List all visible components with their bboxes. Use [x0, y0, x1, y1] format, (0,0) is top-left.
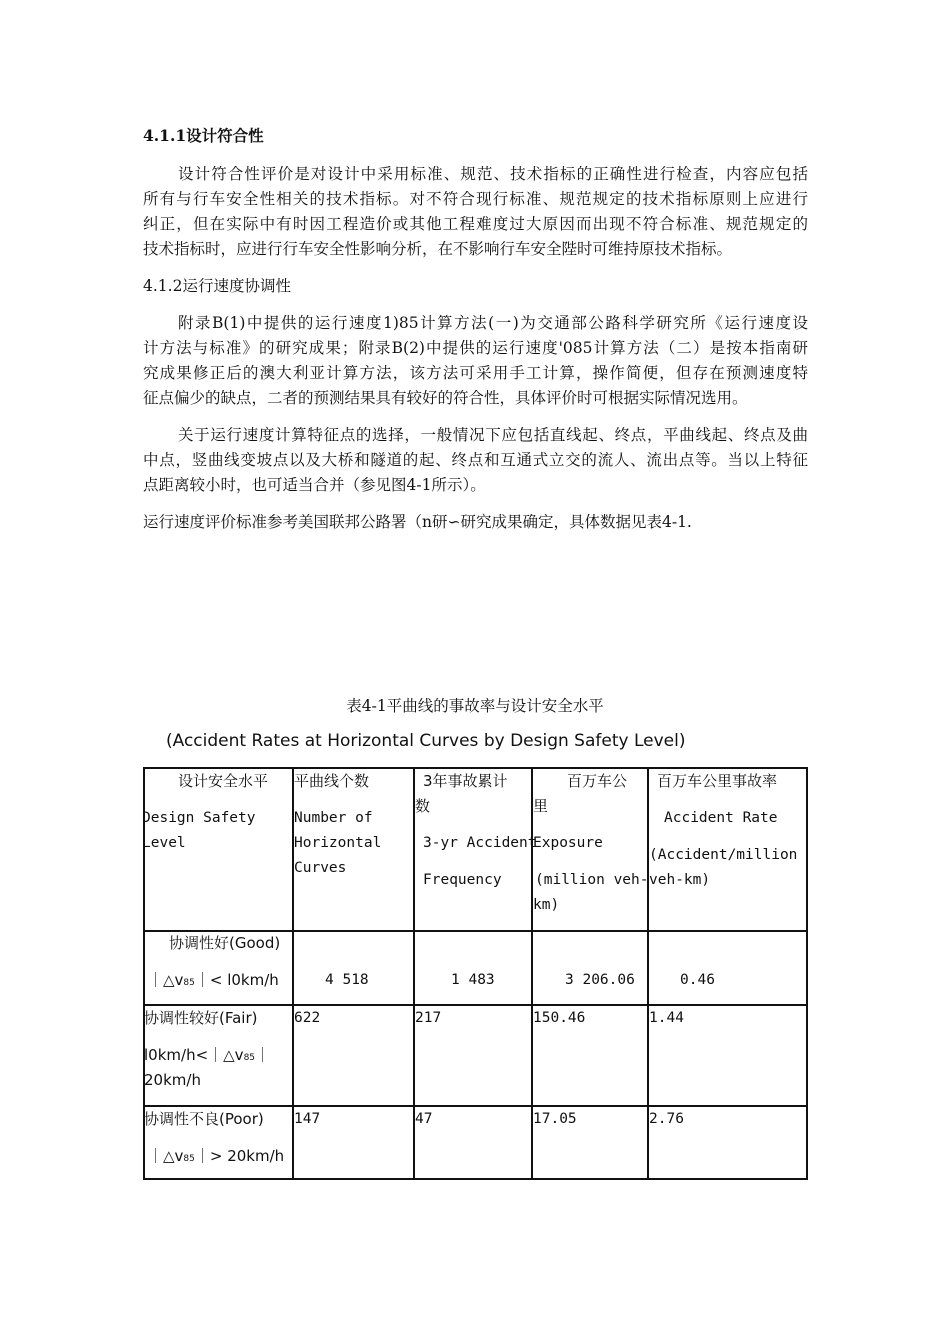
header-cell: (million veh- — [535, 872, 649, 888]
paragraph-line: 关于运行速度计算特征点的选择，一般情况下应包括直线起、终点，平曲线起、终点及曲 — [178, 426, 808, 444]
exposure-cell: 150.46 — [533, 1010, 586, 1026]
section-heading: 4.1.2运行速度协调性 — [143, 277, 291, 295]
paragraph-line: 纠正，但在实际中有时因工程造价或其他工程难度过大原因而出现不符合标准、规范规定的 — [143, 215, 808, 233]
condition-cell-cont: 20km/h — [144, 1071, 201, 1089]
header-cell: Frequency — [423, 872, 502, 888]
header-cell: Design Safety — [142, 810, 256, 826]
level-cell: 协调性好(Good) — [169, 934, 281, 952]
paragraph-line: 所有与行车安全性相关的技术指标。对不符合现行标准、规范规定的技术指标原则上应进行 — [143, 190, 808, 208]
paragraph-line: 运行速度评价标准参考美国联邦公路署（n研∽研究成果确定，具体数据见表4-1. — [143, 513, 692, 531]
header-cell: 平曲线个数 — [294, 772, 370, 790]
condition-cell: l0km/h<｜△v85｜ — [144, 1046, 271, 1064]
exposure-cell: 17.05 — [533, 1111, 577, 1127]
rate-cell: 1.44 — [649, 1010, 684, 1026]
header-cell: Accident Rate — [664, 810, 778, 826]
paragraph-line: 征点偏少的缺点，二者的预测结果具有较好的符合性，具体评价时可根据实际情况选用。 — [143, 389, 748, 407]
paragraph-line: 设计符合性评价是对设计中采用标准、规范、技术指标的正确性进行检查，内容应包括 — [178, 165, 808, 183]
paragraph-line: 计方法与标准》的研究成果；附录B(2)中提供的运行速度'085计算方法（二）是按本指南研 — [143, 339, 808, 357]
header-cell: km) — [533, 897, 560, 913]
header-cell: 数 — [415, 797, 431, 815]
accidents-cell: 1 483 — [451, 972, 495, 988]
header-cell: 百万车公里事故率 — [657, 772, 778, 790]
exposure-cell: 3 206.06 — [565, 972, 635, 988]
header-cell: Number of — [294, 810, 373, 826]
paragraph-line: 技术指标时，应进行行车安全性影响分析，在不影响行车安全陛时可维持原技术指标。 — [143, 240, 733, 258]
section-heading: 4.1.1设计符合性 — [143, 126, 264, 145]
header-cell: 百万车公 — [567, 772, 628, 790]
paragraph-line: 附录B(1)中提供的运行速度1)85计算方法(一)为交通部公路科学研究所《运行速度设 — [178, 314, 808, 332]
level-cell: 协调性不良(Poor) — [144, 1110, 264, 1128]
condition-cell: ｜△v85｜> 20km/h — [148, 1147, 285, 1165]
accident-rate-table — [143, 767, 808, 1180]
paragraph-line: 点距离较小时，也可适当合并（参见图4-1所示）。 — [143, 476, 486, 494]
header-cell: Level — [142, 835, 186, 851]
accidents-cell: 217 — [415, 1010, 442, 1026]
rate-cell: 0.46 — [680, 972, 715, 988]
accidents-cell: 47 — [415, 1111, 433, 1127]
paragraph-line: 究成果修正后的澳大利亚计算方法，该方法可采用手工计算，操作简便，但存在预测速度特 — [143, 364, 808, 382]
header-cell: 3-yr Accident — [423, 835, 537, 851]
table-caption-english: (Accident Rates at Horizontal Curves by Design Safety Level) — [166, 731, 686, 751]
condition-cell: ｜△v85｜< l0km/h — [148, 971, 279, 989]
curves-cell: 622 — [294, 1010, 321, 1026]
header-cell: veh-km) — [649, 872, 711, 888]
header-cell: 里 — [533, 797, 549, 815]
header-cell: 设计安全水平 — [178, 772, 269, 790]
header-cell: 3年事故累计 — [423, 772, 508, 790]
curves-cell: 147 — [294, 1111, 321, 1127]
rate-cell: 2.76 — [649, 1111, 684, 1127]
level-cell: 协调性较好(Fair) — [144, 1009, 258, 1027]
header-cell: (Accident/million — [649, 847, 798, 863]
header-cell: Exposure — [533, 835, 603, 851]
paragraph-line: 中点，竖曲线变坡点以及大桥和隧道的起、终点和互通式立交的流人、流出点等。当以上特征 — [143, 451, 808, 469]
header-cell: Horizontal — [294, 835, 382, 851]
header-cell: Curves — [294, 860, 347, 876]
curves-cell: 4 518 — [325, 972, 369, 988]
table-caption: 表4-1平曲线的事故率与设计安全水平 — [346, 697, 604, 715]
